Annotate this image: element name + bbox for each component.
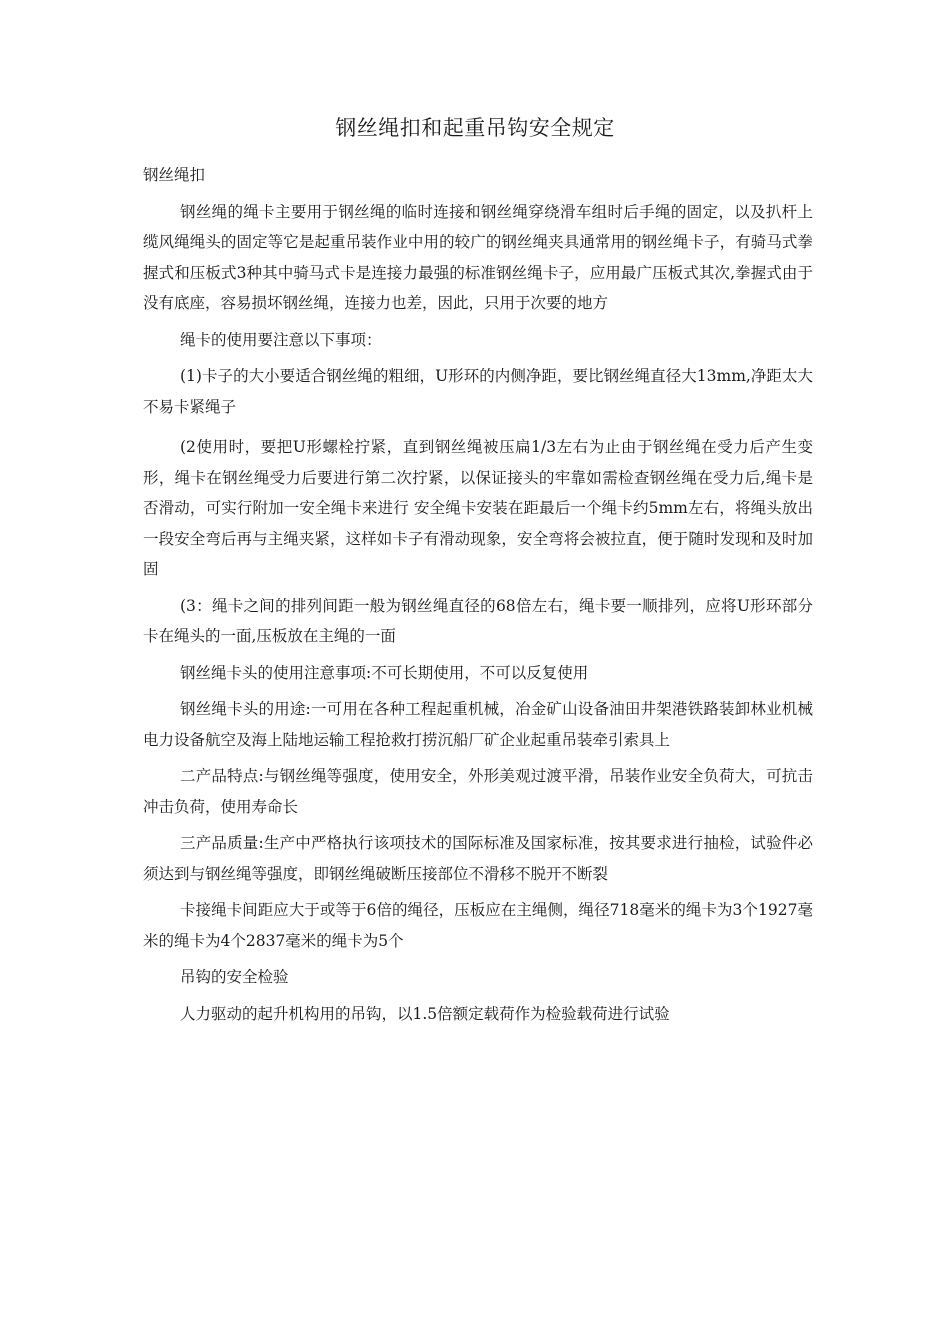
document-body xyxy=(143,160,813,1035)
paragraph-clip-head-uses: 钢丝绳卡头的用途:一可用在各种工程起重机械，冶金矿山设备油田井架港铁路装卸林业机械电力设备航空及海上陆地运输工程抢救打捞沉船厂矿企业起重吊装牵引索具上 xyxy=(143,700,813,749)
paragraph-clip-head-precautions: 钢丝绳卡头的使用注意事项:不可长期使用，不可以反复使用 xyxy=(180,663,589,682)
paragraph-wire-rope-clips-intro: 钢丝绳的绳卡主要用于钢丝绳的临时连接和钢丝绳穿绕滑车组时后手绳的固定，以及扒杆上缆风绳绳头的固定等它是起重吊装作业中用的较广的钢丝绳夹具通常用的钢丝绳卡子，有骑马式拳握式和压板式3种其中骑马式卡是连接力最强的标准钢丝绳卡子，应用最广压板式其次,拳握式由于没有底座，容易损坏钢丝绳，连接力也差，因此，只用于次要的地方 xyxy=(143,202,813,312)
paragraph-note-1: (1)卡子的大小要适合钢丝绳的粗细，U形环的内侧净距，要比钢丝绳直径大13mm,净距太大不易卡紧绳子 xyxy=(143,367,813,416)
paragraph-hook-safety-heading: 吊钩的安全检验 xyxy=(180,968,289,986)
paragraph-note-3: (3：绳卡之间的排列间距一般为钢丝绳直径的68倍左右，绳卡要一顺排列，应将U形环部分卡在绳头的一面,压板放在主绳的一面 xyxy=(143,596,813,645)
paragraph-hook-test-load: 人力驱动的起升机构用的吊钩，以1.5倍额定载荷作为检验载荷进行试验 xyxy=(180,1004,670,1023)
paragraph-clip-spacing: 卡接绳卡间距应大于或等于6倍的绳径，压板应在主绳侧，绳径718毫米的绳卡为3个1927毫米的绳卡为4个2837毫米的绳卡为5个 xyxy=(143,901,813,950)
paragraph-product-features: 二产品特点:与钢丝绳等强度，使用安全，外形美观过渡平滑，吊装作业安全负荷大，可抗击冲击负荷，使用寿命长 xyxy=(143,767,813,816)
section-heading: 钢丝绳扣 xyxy=(143,166,206,184)
paragraph-note-2: (2使用时，要把U形螺栓拧紧，直到钢丝绳被压扁1/3左右为止由于钢丝绳在受力后产生变形，绳卡在钢丝绳受力后要进行第二次拧紧，以保证接头的牢靠如需检查钢丝绳在受力后,绳卡是否滑动，可实行附加一安全绳卡来进行 安全绳卡安装在距最后一个绳卡约5mm左右，将绳头放出一段安全弯后再与主绳夹紧，这样如卡子有滑动现象，安全弯将会被拉直，便于随时发现和及时加固 xyxy=(143,438,813,578)
paragraph-product-quality: 三产品质量:生产中严格执行该项技术的国际标准及国家标准，按其要求进行抽检，试验件必须达到与钢丝绳等强度，即钢丝绳破断压接部位不滑移不脱开不断裂 xyxy=(143,834,813,883)
document-title: 钢丝绳扣和起重吊钩安全规定 xyxy=(335,116,615,140)
paragraph-clip-usage-notes: 绳卡的使用要注意以下事项： xyxy=(180,330,382,349)
